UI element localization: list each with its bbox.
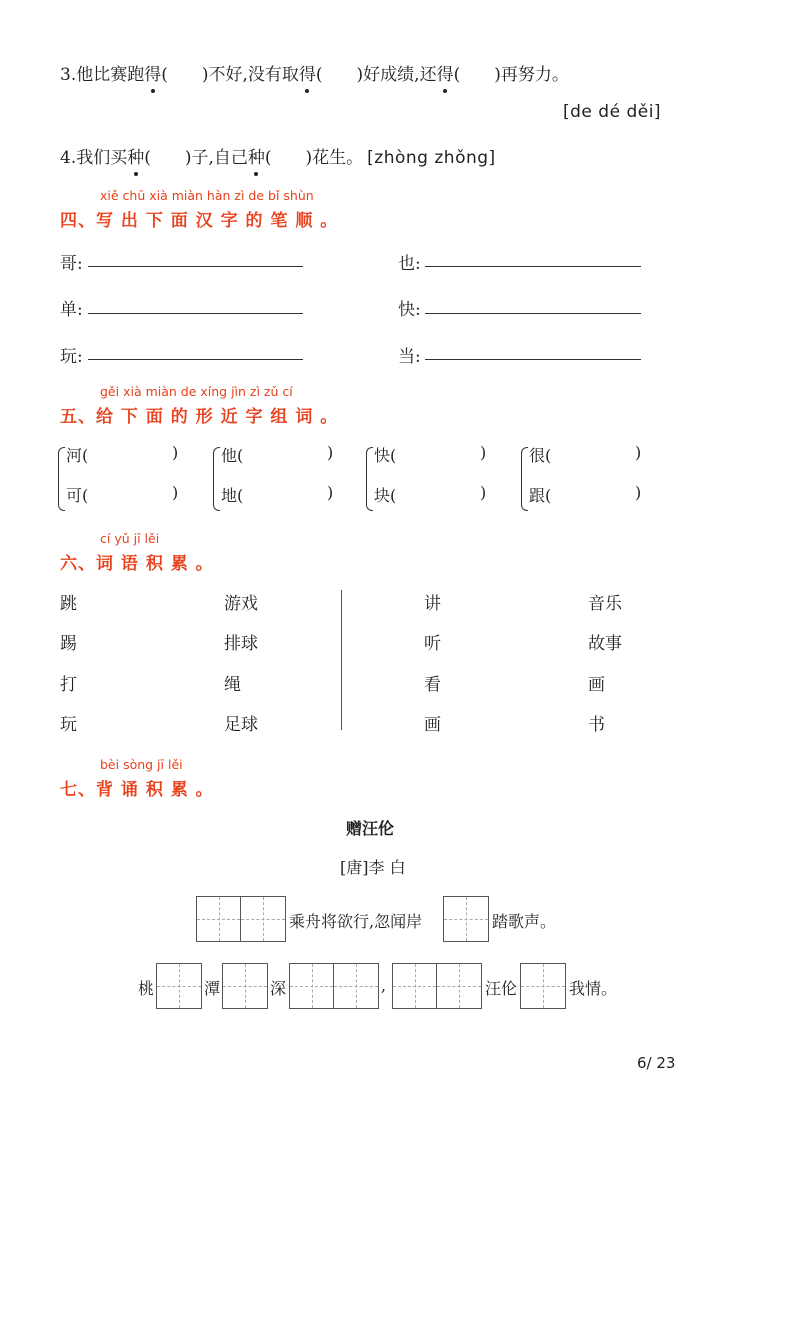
- poem-line2-char-shen: 深: [270, 979, 287, 998]
- brace-icon: [213, 447, 220, 511]
- brace-icon: [521, 447, 528, 511]
- match-right-verb-4[interactable]: 画: [424, 715, 441, 735]
- poem-line2-char-tan: 潭: [204, 979, 221, 998]
- char-box[interactable]: [241, 897, 285, 941]
- char-box-group[interactable]: [156, 963, 202, 1009]
- poem-line2-end: 我情。: [569, 979, 618, 998]
- match-right-verb-2[interactable]: 听: [424, 634, 441, 654]
- stroke-char-label-5: 玩:: [60, 347, 83, 367]
- sec5-pinyin: gěi xià miàn de xíng jìn zì zǔ cí: [100, 384, 293, 399]
- char-box-group[interactable]: [443, 896, 489, 942]
- char-box-group[interactable]: [520, 963, 566, 1009]
- poem-title: 赠汪伦: [346, 819, 395, 838]
- question-3: [60, 60, 569, 85]
- char-box[interactable]: [444, 897, 488, 941]
- q4-dotted-char-1: 种: [127, 148, 145, 168]
- q3-dotted-char-2: 得: [298, 65, 316, 85]
- sec4-pinyin: xiě chū xià miàn hàn zì de bǐ shùn: [100, 188, 314, 203]
- char-box[interactable]: [223, 964, 267, 1008]
- q4-dotted-char-2: 种: [247, 148, 265, 168]
- stroke-answer-line-6[interactable]: [425, 359, 641, 360]
- question-4: [60, 143, 496, 168]
- pair-row[interactable]: 块( ): [374, 483, 487, 505]
- match-right-noun-3[interactable]: 画: [588, 675, 605, 695]
- match-left-verb-1[interactable]: 跳: [60, 594, 77, 614]
- poem-line1-text: 乘舟将欲行,忽闻岸: [289, 912, 423, 931]
- char-box-group[interactable]: [289, 963, 379, 1009]
- sec6-pinyin: cí yǔ jī lěi: [100, 531, 160, 546]
- q3-blank-1[interactable]: ( )不好,没有取: [161, 65, 299, 85]
- char-box[interactable]: [334, 964, 378, 1008]
- word-pair-4: [521, 443, 651, 515]
- q3-blank-2[interactable]: ( )好成绩,还: [315, 65, 437, 85]
- stroke-char-label-6: 当:: [398, 347, 421, 367]
- stroke-answer-line-4[interactable]: [425, 313, 641, 314]
- char-box[interactable]: [197, 897, 241, 941]
- match-right-noun-1[interactable]: 音乐: [588, 594, 622, 614]
- poem-line2-char-tao: 桃: [138, 979, 155, 998]
- char-box[interactable]: [437, 964, 481, 1008]
- pair-row[interactable]: 跟( ): [529, 483, 642, 505]
- q4-blank-2[interactable]: ( )花生。: [264, 148, 364, 168]
- q3-dotted-char-3: 得: [436, 65, 454, 85]
- pair-row[interactable]: 可( ): [66, 483, 179, 505]
- poem-line1-end: 踏歌声。: [492, 912, 557, 931]
- q3-pinyin-options: [de dé děi]: [563, 102, 662, 122]
- poem-line2-comma: ,: [381, 976, 387, 995]
- word-pair-1: [58, 443, 188, 515]
- match-left-verb-3[interactable]: 打: [60, 675, 77, 695]
- poem-author: [唐]李 白: [340, 858, 406, 877]
- stroke-char-label-4: 快:: [398, 300, 421, 320]
- brace-icon: [58, 447, 65, 511]
- stroke-answer-line-2[interactable]: [425, 266, 641, 267]
- char-box[interactable]: [521, 964, 565, 1008]
- match-right-noun-2[interactable]: 故事: [588, 634, 622, 654]
- sec6-heading: 六、词 语 积 累 。: [60, 554, 214, 574]
- match-left-noun-3[interactable]: 绳: [224, 675, 241, 695]
- pair-row[interactable]: 地( ): [221, 483, 334, 505]
- match-right-verb-3[interactable]: 看: [424, 675, 441, 695]
- stroke-answer-line-5[interactable]: [88, 359, 303, 360]
- poem-line2-wanglun: 汪伦: [485, 979, 518, 998]
- page-number: 6/ 23: [637, 1054, 676, 1072]
- sec7-heading: 七、背 诵 积 累 。: [60, 780, 214, 800]
- match-left-noun-2[interactable]: 排球: [224, 634, 258, 654]
- char-box-group[interactable]: [392, 963, 482, 1009]
- q4-text-1: 4.我们买: [60, 148, 128, 168]
- match-left-verb-4[interactable]: 玩: [60, 715, 77, 735]
- stroke-answer-line-3[interactable]: [88, 313, 303, 314]
- sec5-heading: 五、给 下 面 的 形 近 字 组 词 。: [60, 407, 339, 427]
- stroke-char-label-2: 也:: [398, 254, 421, 274]
- pair-row[interactable]: 河( ): [66, 443, 179, 465]
- sec7-pinyin: bèi sòng jī lěi: [100, 757, 183, 772]
- match-left-noun-1[interactable]: 游戏: [224, 594, 258, 614]
- match-right-noun-4[interactable]: 书: [588, 715, 605, 735]
- q3-blank-3[interactable]: ( )再努力。: [453, 65, 569, 85]
- char-box[interactable]: [393, 964, 437, 1008]
- q4-pinyin-options: [zhòng zhǒng]: [367, 148, 496, 168]
- brace-icon: [366, 447, 373, 511]
- char-box[interactable]: [157, 964, 201, 1008]
- column-divider: [341, 590, 342, 730]
- pair-row[interactable]: 很( ): [529, 443, 642, 465]
- match-left-noun-4[interactable]: 足球: [224, 715, 258, 735]
- sec4-heading: 四、写 出 下 面 汉 字 的 笔 顺 。: [60, 211, 339, 231]
- stroke-char-label-1: 哥:: [60, 254, 83, 274]
- pair-row[interactable]: 快( ): [374, 443, 487, 465]
- word-pair-3: [366, 443, 496, 515]
- stroke-answer-line-1[interactable]: [88, 266, 303, 267]
- word-pair-2: [213, 443, 343, 515]
- q4-blank-1[interactable]: ( )子,自己: [144, 148, 248, 168]
- stroke-char-label-3: 单:: [60, 300, 83, 320]
- match-left-verb-2[interactable]: 踢: [60, 634, 77, 654]
- char-box[interactable]: [290, 964, 334, 1008]
- q3-dotted-char-1: 得: [144, 65, 162, 85]
- q3-text-1: 3.他比赛跑: [60, 65, 145, 85]
- pair-row[interactable]: 他( ): [221, 443, 334, 465]
- char-box-group[interactable]: [222, 963, 268, 1009]
- char-box-group[interactable]: [196, 896, 286, 942]
- match-right-verb-1[interactable]: 讲: [424, 594, 441, 614]
